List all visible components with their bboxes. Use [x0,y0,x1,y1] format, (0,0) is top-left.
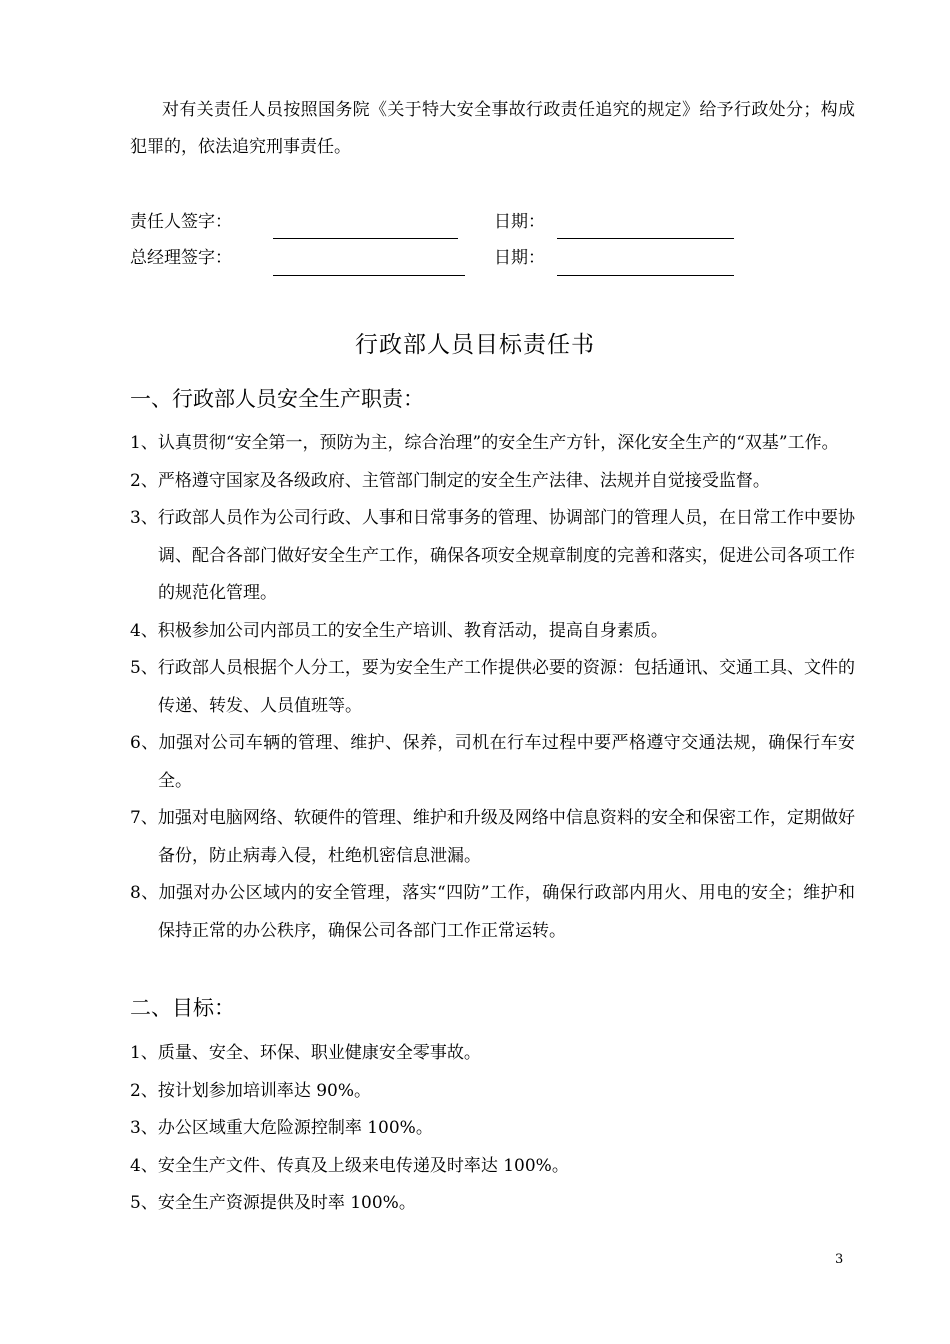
responsible-signature-line [273,238,458,239]
list-item: 3、行政部人员作为公司行政、人事和日常事务的管理、协调部门的管理人员，在日常工作中要协调、配合各部门做好安全生产工作，确保各项安全规章制度的完善和落实，促进公司各项工作的规范化管理。 [130,508,855,603]
list-item: 8、加强对办公区域内的安全管理，落实“四防”工作，确保行政部内用火、用电的安全；维护和保持正常的办公秩序，确保公司各部门工作正常运转。 [130,883,855,941]
list-item: 2、按计划参加培训率达 90%。 [130,1080,372,1101]
page-number: 3 [835,1252,844,1267]
list-item: 2、严格遵守国家及各级政府、主管部门制定的安全生产法律、法规并自觉接受监督。 [130,470,770,491]
manager-signature-line [273,275,465,276]
intro-paragraph: 对有关责任人员按照国务院《关于特大安全事故行政责任追究的规定》给予行政处分；构成犯罪的，依法追究刑事责任。 [130,100,855,157]
list-item: 3、办公区域重大危险源控制率 100%。 [130,1118,433,1138]
list-item: 4、积极参加公司内部员工的安全生产培训、教育活动，提高自身素质。 [130,620,668,641]
manager-date-label: 日期： [494,248,545,268]
list-item: 7、加强对电脑网络、软硬件的管理、维护和升级及网络中信息资料的安全和保密工作，定期做好备份，防止病毒入侵，杜绝机密信息泄漏。 [130,808,855,866]
list-item: 4、安全生产文件、传真及上级来电传递及时率达 100%。 [130,1155,569,1176]
section-2-heading: 二、目标： [130,996,235,1020]
list-item: 5、安全生产资源提供及时率 100%。 [130,1193,416,1213]
document-title: 行政部人员目标责任书 [355,332,595,358]
list-item: 6、加强对公司车辆的管理、维护、保养，司机在行车过程中要严格遵守交通法规，确保行车安全。 [130,733,855,791]
section-1-list [130,425,855,950]
responsible-date-line [557,238,734,239]
responsible-date-label: 日期： [494,212,545,232]
manager-date-line [557,275,734,276]
section-1-heading: 一、行政部人员安全生产职责： [130,387,424,411]
responsible-signature-label: 责任人签字： [130,212,232,232]
list-item: 1、质量、安全、环保、职业健康安全零事故。 [130,1043,481,1063]
list-item: 1、认真贯彻“安全第一，预防为主，综合治理”的安全生产方针，深化安全生产的“双基”工作。 [130,433,839,453]
list-item: 5、行政部人员根据个人分工，要为安全生产工作提供必要的资源：包括通讯、交通工具、文件的传递、转发、人员值班等。 [130,658,855,716]
section-2-list [130,1035,855,1223]
manager-signature-label: 总经理签字： [130,248,232,268]
